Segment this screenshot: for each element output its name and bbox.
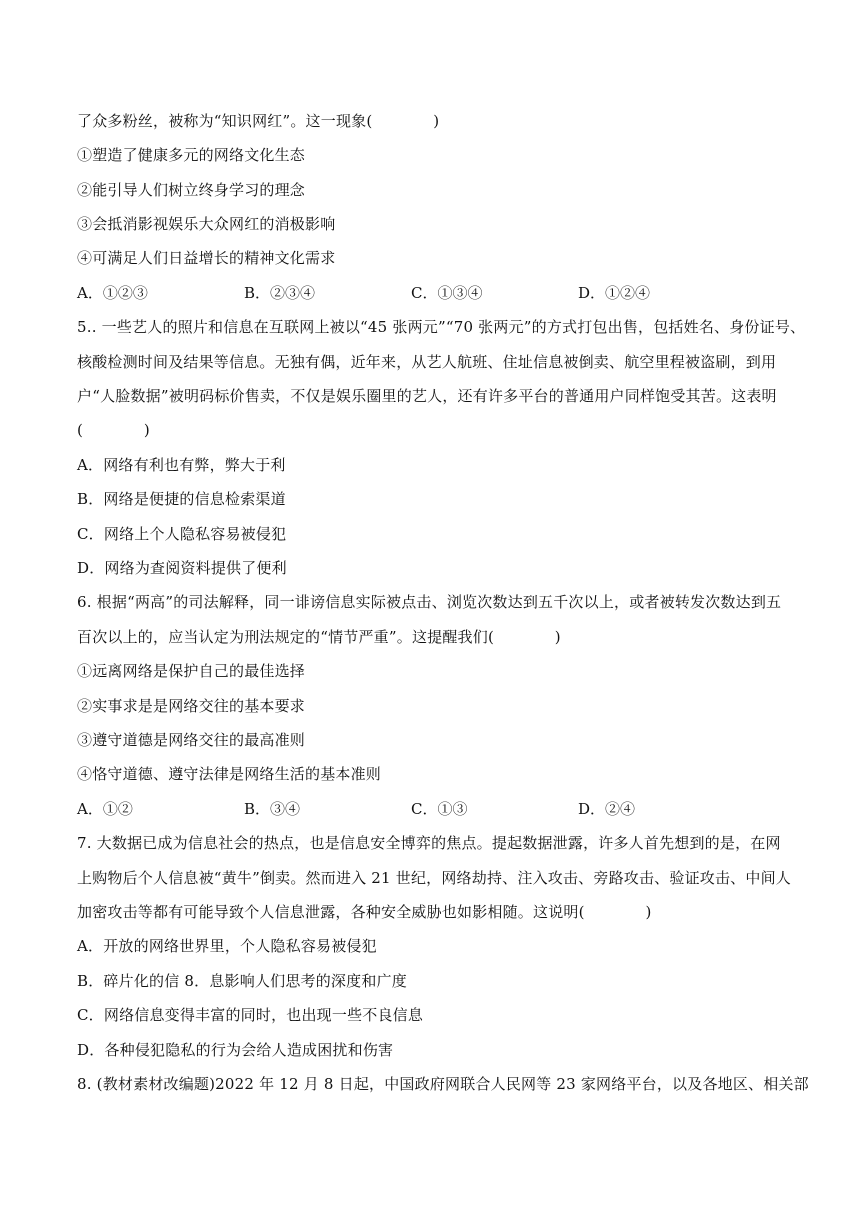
question-7-line: 上购物后个人信息被“黄牛”倒卖。然而进入 21 世纪，网络劫持、注入攻击、旁路攻击、验证攻击、中间人 bbox=[77, 869, 791, 887]
option-c: C．①③ bbox=[411, 800, 468, 818]
question-7-line: 7. 大数据已成为信息社会的热点，也是信息安全博弈的焦点。提起数据泄露，许多人首先想到的是，在网 bbox=[77, 834, 781, 852]
option-a: A．网络有利也有弊，弊大于利 bbox=[77, 456, 286, 474]
statement-1: ①远离网络是保护自己的最佳选择 bbox=[77, 662, 306, 680]
option-b: B．网络是便捷的信息检索渠道 bbox=[77, 490, 286, 508]
answer-options-q4 bbox=[77, 283, 797, 303]
option-b: B．②③④ bbox=[244, 284, 316, 302]
statement-1: ①塑造了健康多元的网络文化生态 bbox=[77, 146, 306, 164]
question-5-line: 户“人脸数据”被明码标价售卖，不仅是娱乐圈里的艺人，还有许多平台的普通用户同样饱受其苦。这表明 bbox=[77, 387, 777, 405]
question-7-line: 加密攻击等都有可能导致个人信息泄露，各种安全威胁也如影相随。这说明( ) bbox=[77, 903, 652, 921]
option-a: A．①② bbox=[77, 800, 133, 818]
text-line: 了众多粉丝，被称为“知识网红”。这一现象( ) bbox=[77, 112, 440, 130]
statement-3: ③会抵消影视娱乐大众网红的消极影响 bbox=[77, 215, 336, 233]
option-d: D．各种侵犯隐私的行为会给人造成困扰和伤害 bbox=[77, 1041, 394, 1059]
option-b: B．碎片化的信 8．息影响人们思考的深度和广度 bbox=[77, 972, 407, 990]
option-c: C．网络信息变得丰富的同时，也出现一些不良信息 bbox=[77, 1006, 424, 1024]
statement-4: ④恪守道德、遵守法律是网络生活的基本准则 bbox=[77, 765, 382, 783]
option-c: C．网络上个人隐私容易被侵犯 bbox=[77, 525, 287, 543]
option-d: D．①②④ bbox=[578, 284, 651, 302]
question-6-line: 百次以上的，应当认定为刑法规定的“情节严重”。这提醒我们( ) bbox=[77, 628, 561, 646]
option-a: A．①②③ bbox=[77, 284, 148, 302]
option-a: A．开放的网络世界里，个人隐私容易被侵犯 bbox=[77, 937, 377, 955]
option-d: D．②④ bbox=[578, 800, 636, 818]
statement-4: ④可满足人们日益增长的精神文化需求 bbox=[77, 249, 336, 267]
answer-options-q6 bbox=[77, 799, 797, 819]
question-8-line: 8. (教材素材改编题)2022 年 12 月 8 日起，中国政府网联合人民网等 23 家网络平台，以及各地区、相关部 bbox=[77, 1075, 809, 1093]
statement-3: ③遵守道德是网络交往的最高准则 bbox=[77, 731, 306, 749]
statement-2: ②能引导人们树立终身学习的理念 bbox=[77, 181, 306, 199]
option-b: B．③④ bbox=[244, 800, 301, 818]
question-5-line: 核酸检测时间及结果等信息。无独有偶，近年来，从艺人航班、住址信息被倒卖、航空里程被盗刷，到用 bbox=[77, 353, 777, 371]
question-5-line: 5.. 一些艺人的照片和信息在互联网上被以“45 张两元”“70 张两元”的方式打包出售，包括姓名、身份证号、 bbox=[77, 318, 806, 336]
question-6-line: 6. 根据“两高”的司法解释，同一诽谤信息实际被点击、浏览次数达到五千次以上，或者被转发次数达到五 bbox=[77, 593, 782, 611]
question-5-blank: ( ) bbox=[77, 421, 150, 439]
option-c: C．①③④ bbox=[411, 284, 483, 302]
option-d: D．网络为查阅资料提供了便利 bbox=[77, 559, 287, 577]
statement-2: ②实事求是是网络交往的基本要求 bbox=[77, 697, 306, 715]
